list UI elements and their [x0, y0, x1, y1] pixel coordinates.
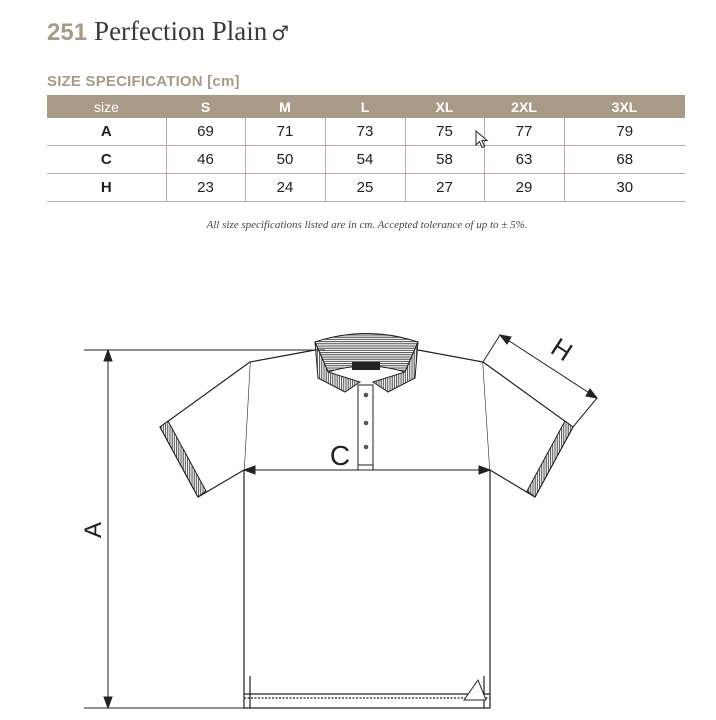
table-cell: 75: [405, 118, 484, 146]
size-header-xl: XL: [405, 95, 484, 118]
table-cell: 71: [245, 118, 325, 146]
row-label: A: [47, 118, 166, 146]
size-header-label: size: [47, 95, 166, 118]
table-cell: 27: [405, 174, 484, 202]
male-symbol-icon: ♂: [271, 21, 290, 45]
table-cell: 77: [484, 118, 564, 146]
size-header-3xl: 3XL: [564, 95, 685, 118]
placket: [358, 385, 373, 470]
table-cell: 58: [405, 146, 484, 174]
dimension-c-label: C: [329, 440, 351, 471]
table-cell: 79: [564, 118, 685, 146]
product-title: [47, 16, 289, 52]
model-name: Perfection Plain: [94, 16, 268, 46]
mouse-pointer-icon: [475, 130, 489, 150]
table-cell: 69: [166, 118, 245, 146]
table-cell: 46: [166, 146, 245, 174]
neck-label: [352, 362, 380, 370]
polo-shirt-measurement-diagram: [0, 290, 716, 720]
table-cell: 68: [564, 146, 685, 174]
row-label: C: [47, 146, 166, 174]
size-header-l: L: [325, 95, 405, 118]
model-number: 251: [47, 19, 88, 46]
table-row: [47, 118, 685, 146]
size-header-s: S: [166, 95, 245, 118]
button: [364, 421, 369, 426]
table-row: [47, 174, 685, 202]
table-cell: 50: [245, 146, 325, 174]
table-row: [47, 146, 685, 174]
size-table: [47, 95, 685, 202]
button: [364, 445, 369, 450]
size-spec-heading: SIZE SPECIFICATION [cm]: [47, 73, 240, 90]
size-header-2xl: 2XL: [484, 95, 564, 118]
table-cell: 23: [166, 174, 245, 202]
table-cell: 30: [564, 174, 685, 202]
size-header-m: M: [245, 95, 325, 118]
table-cell: 54: [325, 146, 405, 174]
tolerance-note: All size specifications listed are in cm. Accepted tolerance of up to ± 5%.: [206, 219, 528, 231]
table-cell: 73: [325, 118, 405, 146]
table-cell: 25: [325, 174, 405, 202]
table-cell: 29: [484, 174, 564, 202]
table-cell: 24: [245, 174, 325, 202]
table-cell: 63: [484, 146, 564, 174]
dimension-h-label: H: [545, 331, 578, 368]
button: [364, 393, 369, 398]
dimension-a-label: A: [80, 521, 107, 539]
row-label: H: [47, 174, 166, 202]
table-header-row: [47, 95, 685, 118]
